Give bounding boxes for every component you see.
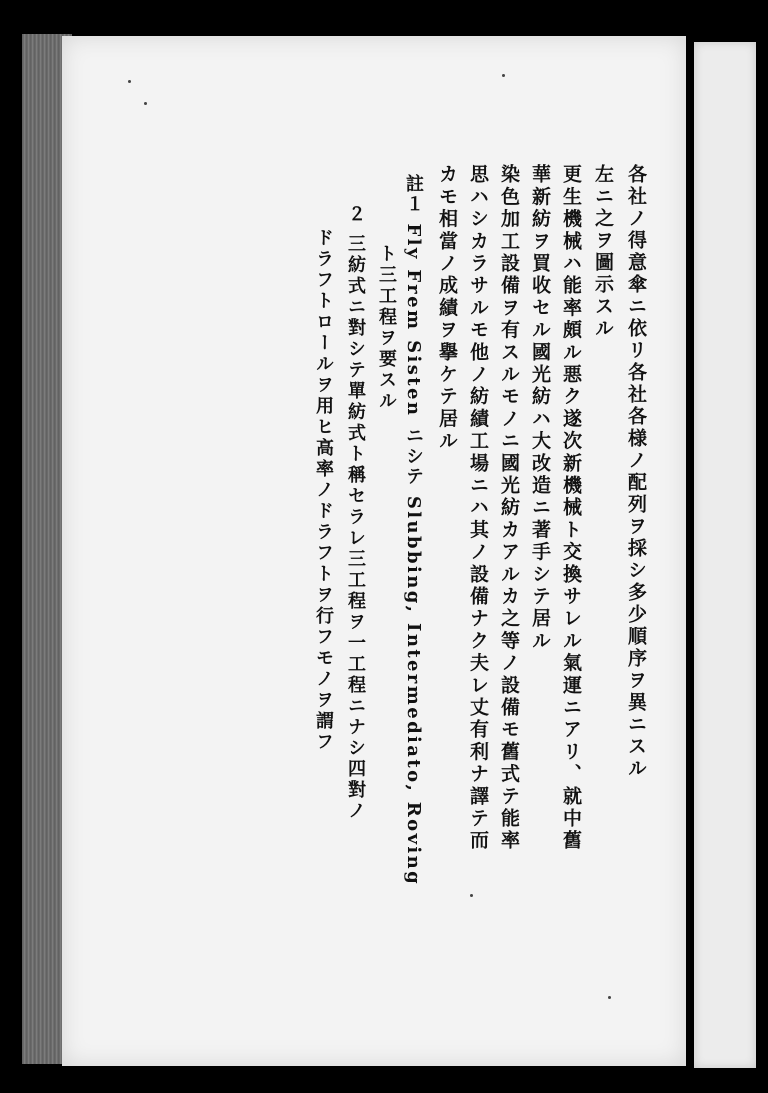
text-line-3: 更生機械ハ能率頗ル悪ク遂次新機械ト交換サレル氣運ニアリ、就中舊 <box>560 164 582 853</box>
note-2-line: ２ 三紡式ニ對シテ單紡式ト稱セラレ三工程ヲ一工程ニナシ四對ノ <box>345 204 366 823</box>
text-line-4: 華新紡ヲ買收セル國光紡ハ大改造ニ著手シテ居ル <box>529 164 551 653</box>
text-line-1: 各社ノ得意傘ニ依リ各社各様ノ配列ヲ採シ多少順序ヲ異ニスル <box>625 164 647 780</box>
speck <box>128 80 131 83</box>
speck <box>608 996 611 999</box>
text-line-6: 思ハシカラサルモ他ノ紡績工場ニハ其ノ設備ナク夫レ丈有利ナ譯テ而 <box>467 164 489 853</box>
speck <box>502 74 505 77</box>
text-line-7: カモ相當ノ成績ヲ擧ケテ居ル <box>436 164 458 453</box>
adjacent-page-strip <box>694 42 756 1068</box>
note-2-continuation: ドラフトロールヲ用ヒ高率ノドラフトヲ行フモノヲ謂フ <box>313 228 334 753</box>
speck <box>144 102 147 105</box>
note-1-continuation: ト三工程ヲ要スル <box>376 244 397 412</box>
text-line-2: 左ニ之ヲ圖示スル <box>592 164 614 340</box>
note-1-line: 註１ Fly Frem Sisten ニシテ Slubbing, Intermediato, Roving <box>403 174 424 887</box>
text-line-5: 染色加工設備ヲ有スルモノニ國光紡カアルカ之等ノ設備モ舊式テ能率 <box>498 164 520 853</box>
speck <box>470 894 473 897</box>
